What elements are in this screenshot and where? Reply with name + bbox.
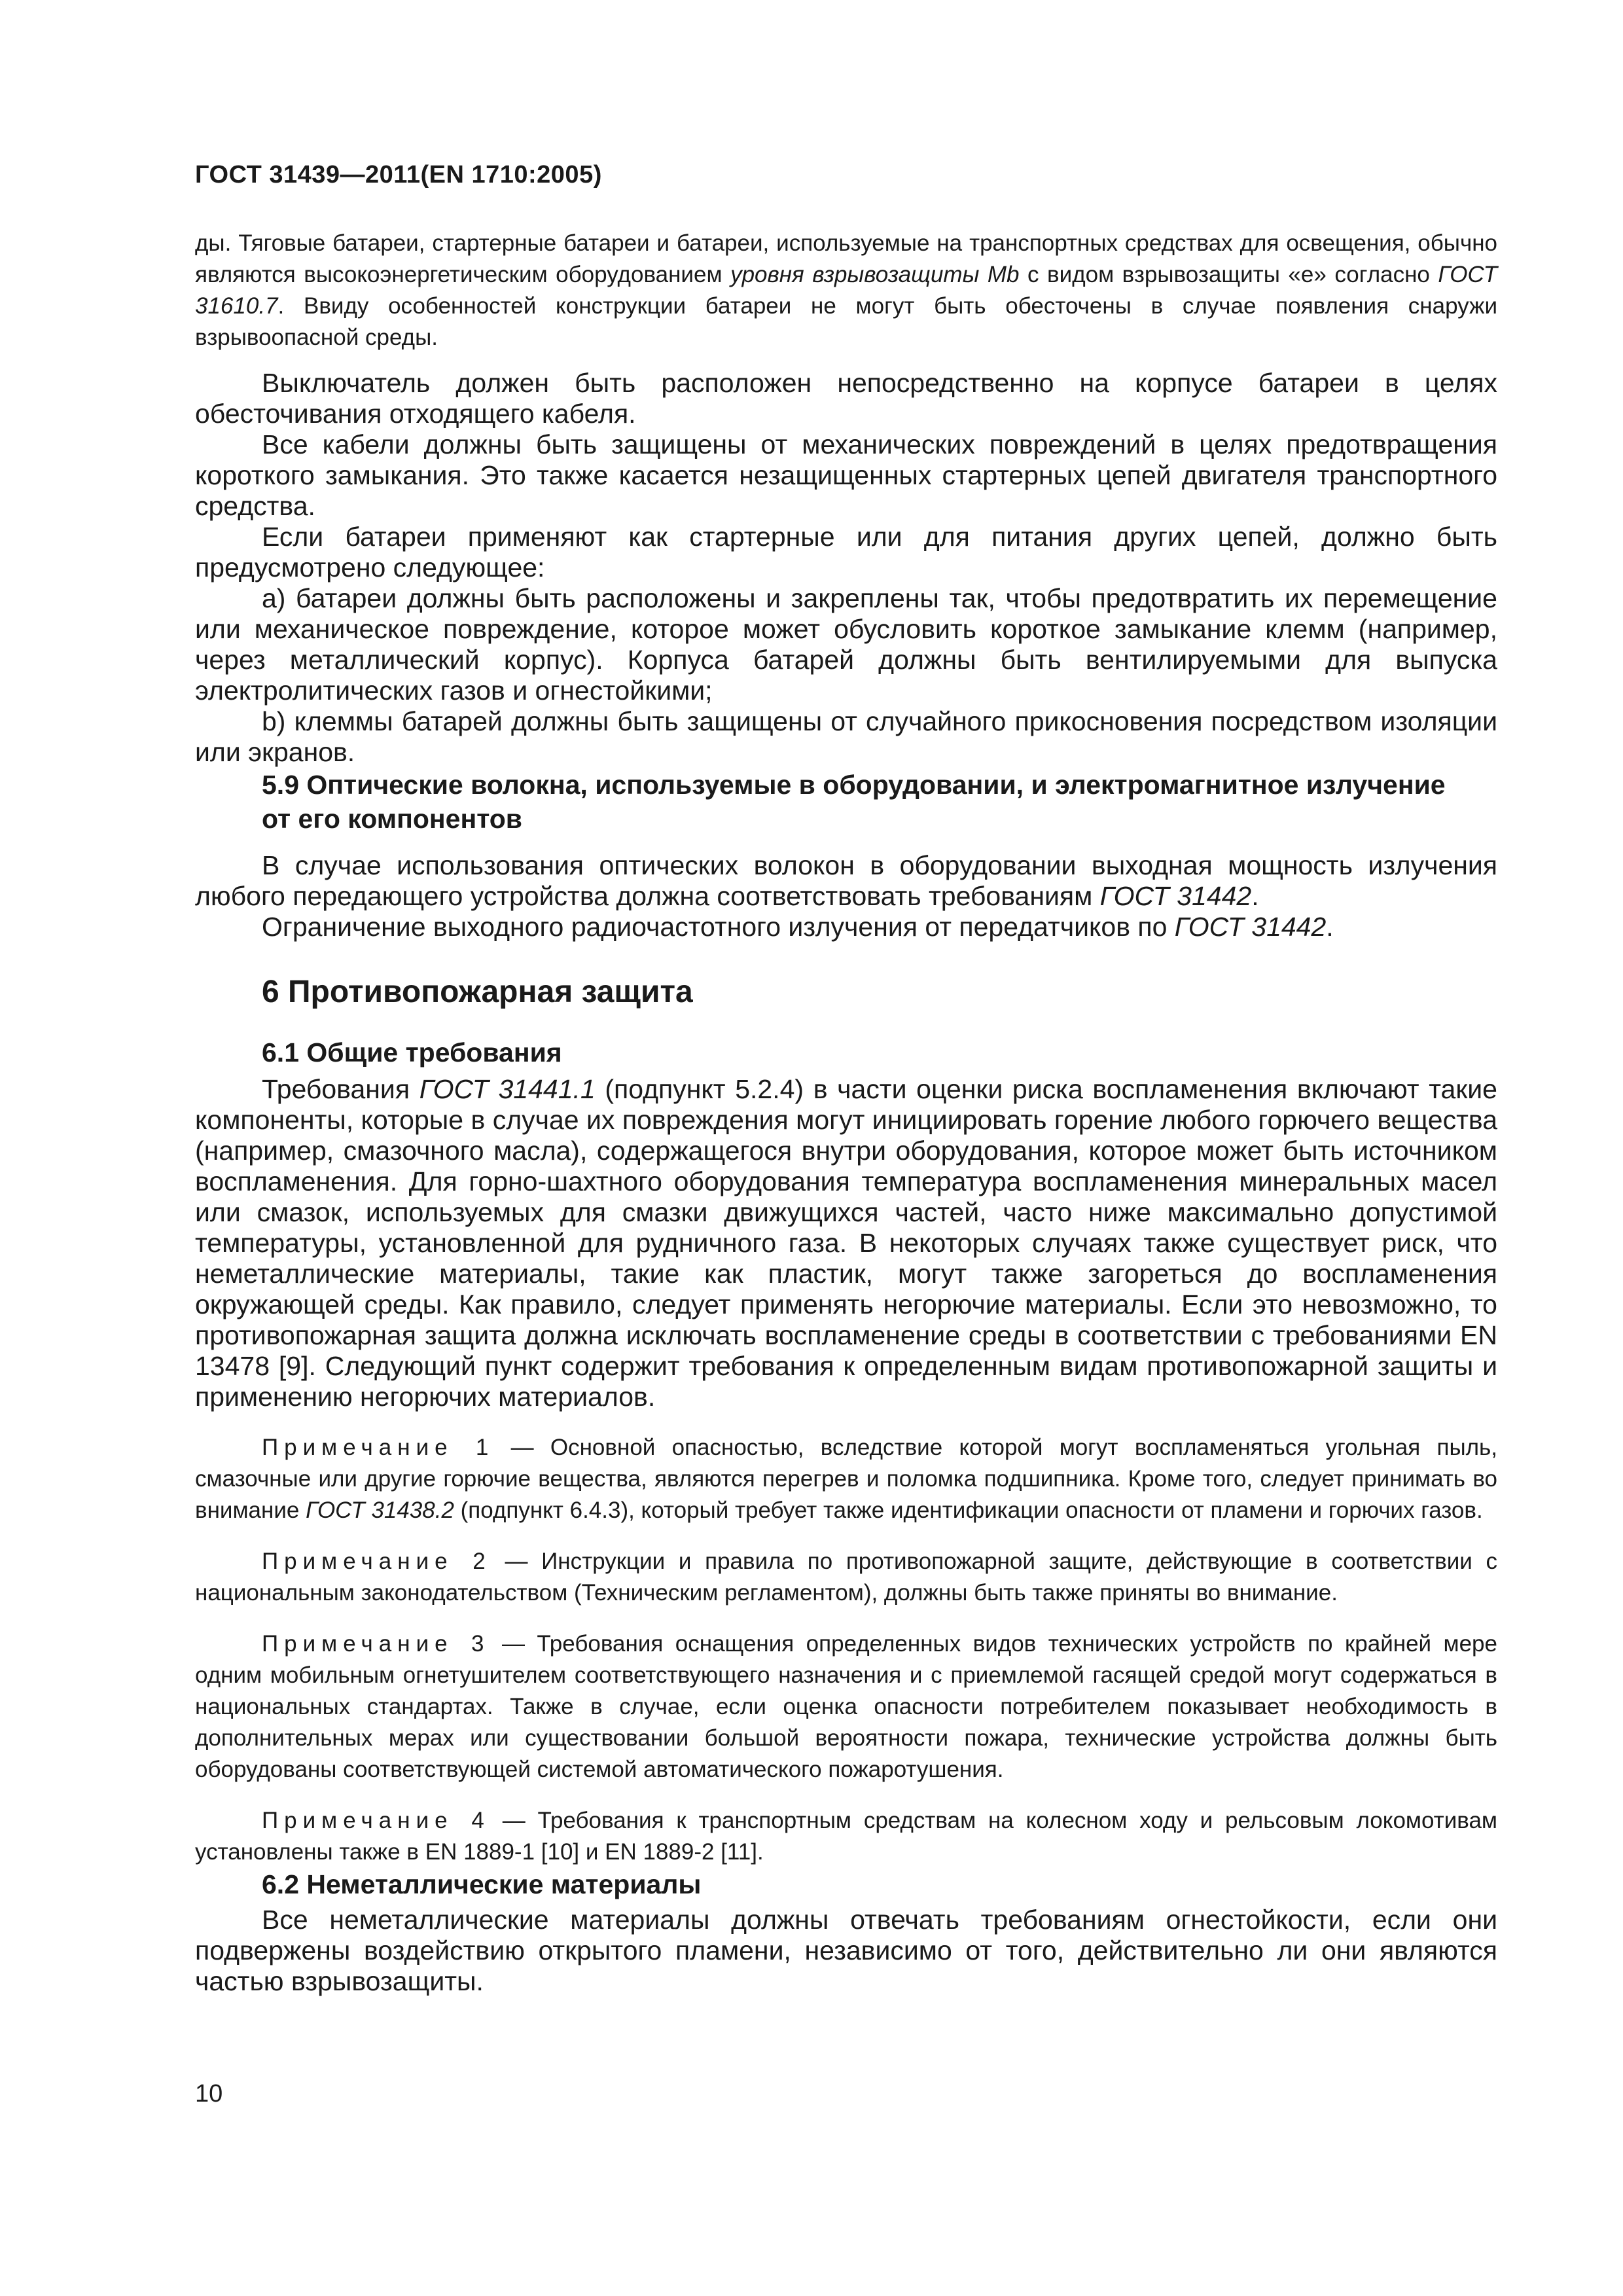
section-5-9-line1: 5.9 Оптические волокна, используемые в оборудовании, и электромагнитное излучение xyxy=(262,770,1446,800)
paragraph-requirements: Требования ГОСТ 31441.1 (подпункт 5.2.4) в части оценки риска воспламенения включают такие компоненты, которые в случае их повреждения могут инициировать горение любого горючего вещества (например, смазочного масла), содержащегося внутри оборудования, которое может быть источником воспламенения. Для горно-шахтного оборудования температура воспламенения минеральных масел или смазок, используемых для смазки движущихся частей, часто ниже максимально допустимой температуры, установленной для рудничного газа. В некоторых случаях также существует риск, что неметаллические материалы, такие как пластик, могут также загореться до воспламенения окружающей среды. Как правило, следует применять негорючие материалы. Если это невозможно, то противопожарная защита должна исключать воспламенение среды в соответствии с требованиями EN 13478 [9]. Следующий пункт содержит требования к определенным видам противопожарной защиты и применению негорючих материалов. xyxy=(195,1074,1497,1412)
paragraph-optic: В случае использования оптических волокон в оборудовании выходная мощность излучения любого передающего устройства должна соответствовать требованиям ГОСТ 31442. xyxy=(195,850,1497,911)
standard-ref: ГОСТ 31442 xyxy=(1099,881,1252,911)
italic-term: уровня взрывозащиты Mb xyxy=(730,262,1020,287)
section-5-9-line2: от его компонентов xyxy=(262,804,523,834)
section-6-2-heading: 6.2 Неметаллические материалы xyxy=(262,1869,702,1899)
paragraph-nonmetal: Все неметаллические материалы должны отвечать требованиям огнестойкости, если они подвержены воздействию открытого пламени, независимо от того, действительно ли они являются частью взрывозащиты. xyxy=(195,1905,1497,1996)
standard-ref: ГОСТ 31610.7 xyxy=(195,262,1498,319)
note-label: Примечание 2 xyxy=(262,1549,491,1574)
text-column xyxy=(195,228,1497,1997)
paragraph-switch: Выключатель должен быть расположен непосредственно на корпусе батареи в целях обесточивания отходящего кабеля. xyxy=(195,368,1497,429)
note-label: Примечание 1 xyxy=(262,1435,495,1460)
paragraph-cables: Все кабели должны быть защищены от механических повреждений в целях предотвращения короткого замыкания. Это также касается незащищенных стартерных цепей двигателя транспортного средства. xyxy=(195,429,1497,521)
standard-ref: ГОСТ 31441.1 xyxy=(419,1074,596,1104)
section-5-9-heading xyxy=(195,768,1497,836)
note-2: Примечание 2 — Инструкции и правила по противопожарной защите, действующие в соответствии с национальным законодательством (Техническим регламентом), должны быть также приняты во внимание. xyxy=(195,1549,1497,1605)
section-6-heading: 6 Противопожарная защита xyxy=(262,975,693,1009)
section-6-1-heading: 6.1 Общие требования xyxy=(262,1037,562,1067)
paragraph-starter: Если батареи применяют как стартерные или для питания других цепей, должно быть предусмотрено следующее: xyxy=(195,522,1497,583)
note-label: Примечание 3 xyxy=(262,1631,490,1657)
note-4: Примечание 4 — Требования к транспортным средствам на колесном ходу и рельсовым локомотивам установлены также в EN 1889-1 [10] и EN 1889-2 [11]. xyxy=(195,1808,1497,1865)
note-1: Примечание 1 — Основной опасностью, вследствие которой могут воспламеняться угольная пыль, смазочные или другие горючие вещества, являются перегрев и поломка подшипника. Кроме того, следует принимать во внимание ГОСТ 31438.2 (подпункт 6.4.3), который требует также идентификации опасности от пламени и горючих газов. xyxy=(195,1435,1497,1523)
paragraph-radio: Ограничение выходного радиочастотного излучения от передатчиков по ГОСТ 31442. xyxy=(262,912,1334,942)
note-3: Примечание 3 — Требования оснащения определенных видов технических устройств по крайней мере одним мобильным огнетушителем соответствующего назначения и с приемлемой гасящей средой могут содержаться в национальных стандартах. Также в случае, если оценка опасности потребителем показывает необходимость в дополнительных мерах или существовании большой вероятности пожара, технические устройства должны быть оборудованы соответствующей системой автоматического пожаротушения. xyxy=(195,1631,1497,1782)
page-number: 10 xyxy=(195,2080,223,2108)
standard-header: ГОСТ 31439—2011(EN 1710:2005) xyxy=(195,161,602,188)
list-item-a: a) батареи должны быть расположены и закреплены так, чтобы предотвратить их перемещение или механическое повреждение, которое может обусловить короткое замыкание клемм (например, через металлический корпус). Корпуса батарей должны быть вентилируемыми для выпуска электролитических газов и огнестойкими; xyxy=(195,583,1497,706)
standard-ref: ГОСТ 31438.2 xyxy=(306,1498,454,1523)
note-label: Примечание 4 xyxy=(262,1808,490,1833)
list-item-b: b) клеммы батарей должны быть защищены от случайного прикосновения посредством изоляции или экранов. xyxy=(195,706,1497,767)
standard-ref: ГОСТ 31442 xyxy=(1174,912,1327,942)
paragraph-continued: ды. Тяговые батареи, стартерные батареи и батареи, используемые на транспортных средствах для освещения, обычно являются высокоэнергетическим оборудованием уровня взрывозащиты Mb с видом взрывозащиты «е» согласно ГОСТ 31610.7. Ввиду особенностей конструкции батареи не могут быть обесточены в случае появления снаружи взрывоопасной среды. xyxy=(195,230,1498,350)
